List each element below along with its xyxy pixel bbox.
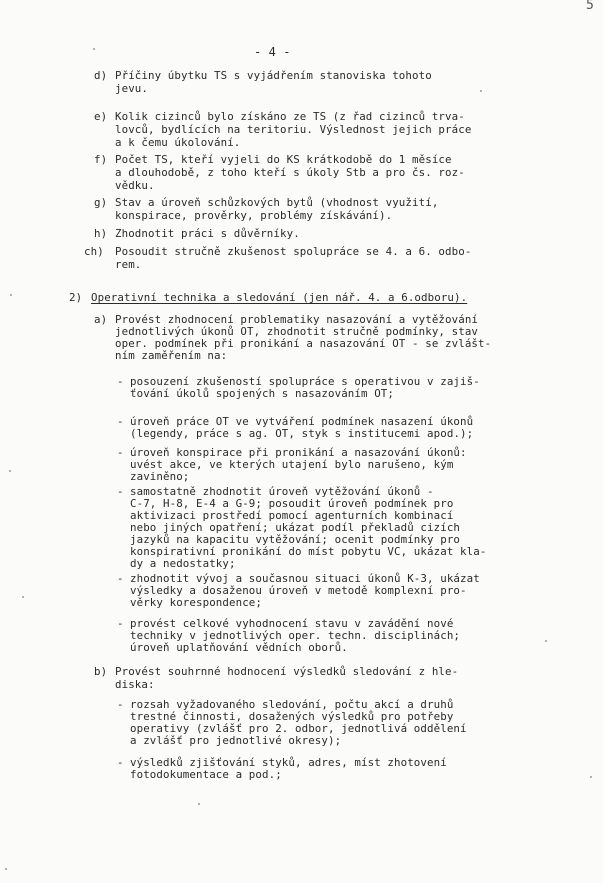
bullet-dash: - bbox=[117, 756, 124, 769]
bullet-dash: - bbox=[117, 375, 124, 388]
bullet-text-line: výsledky a dosaženou úroveň v metodě komplexní pro- bbox=[130, 584, 467, 597]
scan-speck bbox=[545, 640, 547, 642]
item-text-line: konspirace, prověrky, problémy získávání). bbox=[115, 209, 393, 222]
item-text-line: vědku. bbox=[115, 179, 155, 192]
bullet-text-line: operativy (zvlášť pro 2. odbor, jednotlivá oddělení bbox=[130, 722, 467, 735]
item-text-line: Počet TS, kteří vyjeli do KS krátkodobě do 1 měsíce bbox=[115, 153, 452, 166]
item-text-line: Provést souhrnné hodnocení výsledků sledování z hle- bbox=[115, 665, 459, 678]
bullet-text-line: výsledků zjišťování styků, adres, míst zhotovení bbox=[130, 756, 447, 769]
bullet-dash: - bbox=[117, 617, 124, 630]
bullet-text-line: jazyků na kapacitu vytěžování; ocenit podmínky pro bbox=[130, 533, 461, 546]
item-label: d) bbox=[94, 69, 108, 82]
bullet-text-line: úroveň uplatňování vědních oborů. bbox=[130, 641, 348, 654]
bullet-text-line: zhodnotit vývoj a současnou situaci úkonů K-3, ukázat bbox=[130, 572, 480, 585]
item-text-line: Stav a úroveň schůzkových bytů (vhodnost využití, bbox=[115, 196, 439, 209]
item-text-line: Kolik cizinců bylo získáno ze TS (z řad cizinců trva- bbox=[115, 110, 465, 123]
bullet-text-line: věrky korespondence; bbox=[130, 596, 263, 609]
item-label: f) bbox=[94, 153, 108, 166]
page-number: - 4 - bbox=[254, 45, 291, 59]
item-text-line: Provést zhodnocení problematiky nasazování a vytěžování bbox=[115, 313, 479, 326]
scan-speck bbox=[590, 776, 592, 778]
bullet-text-line: úroveň práce OT ve vytváření podmínek nasazení úkonů bbox=[130, 415, 474, 428]
bullet-text-line: dy a nedostatky; bbox=[130, 557, 236, 570]
item-text-line: Příčiny úbytku TS s vyjádřením stanoviska tohoto bbox=[115, 69, 432, 82]
item-text-line: oper. podmínek při pronikání a nasazování OT - se zvlášt- bbox=[115, 337, 492, 350]
item-label: h) bbox=[94, 227, 108, 240]
bullet-text-line: fotodokumentace a pod.; bbox=[130, 768, 282, 781]
bullet-text-line: aktivizaci prostředí pomocí agenturních kombinací bbox=[130, 509, 454, 522]
bullet-dash: - bbox=[117, 698, 124, 711]
corner-mark: 5 bbox=[586, 0, 594, 13]
scan-speck bbox=[480, 90, 482, 92]
item-text-line: Zhodnotit práci s důvěrníky. bbox=[115, 227, 300, 240]
section-heading: Operativní technika a sledování (jen nář. 4. a 6.odboru). bbox=[91, 291, 468, 304]
item-text-line: diska: bbox=[115, 678, 155, 691]
bullet-text-line: techniky v jednotlivých oper. techn. disciplinách; bbox=[130, 629, 461, 642]
scan-speck bbox=[5, 868, 7, 870]
bullet-text-line: zaviněno; bbox=[130, 470, 190, 483]
bullet-dash: - bbox=[117, 446, 124, 459]
scan-speck bbox=[9, 470, 11, 472]
bullet-text-line: samostatně zhodnotit úroveň vytěžování úkonů - bbox=[130, 485, 434, 498]
scan-speck bbox=[22, 596, 24, 598]
bullet-dash: - bbox=[117, 415, 124, 428]
item-text-line: jednotlivých úkonů OT, zhodnotit stručně podmínky, stav bbox=[115, 325, 479, 338]
section-number: 2) bbox=[69, 291, 83, 304]
item-text-line: rem. bbox=[115, 258, 142, 271]
item-text-line: Posoudit stručně zkušenost spolupráce se 4. a 6. odbo- bbox=[115, 245, 472, 258]
item-label: ch) bbox=[84, 245, 104, 258]
item-label: g) bbox=[94, 196, 108, 209]
bullet-text-line: ťování úkolů spojených s nasazováním OT; bbox=[130, 387, 395, 400]
scan-speck bbox=[93, 48, 95, 50]
bullet-text-line: provést celkové vyhodnocení stavu v zavádění nové bbox=[130, 617, 454, 630]
bullet-text-line: úroveň konspirace při pronikání a nasazování úkonů: bbox=[130, 446, 467, 459]
bullet-dash: - bbox=[117, 572, 124, 585]
bullet-dash: - bbox=[117, 485, 124, 498]
scan-speck bbox=[198, 803, 200, 805]
bullet-text-line: konspirativní pronikání do míst pobytu VC, ukázat kla- bbox=[130, 545, 487, 558]
bullet-text-line: C-7, H-8, E-4 a G-9; posoudit úroveň podmínek pro bbox=[130, 497, 454, 510]
bullet-text-line: nebo jiných opatření; ukázat podíl překladů cizích bbox=[130, 521, 461, 534]
item-label: a) bbox=[94, 313, 108, 326]
item-label: b) bbox=[94, 665, 108, 678]
item-text-line: jevu. bbox=[115, 82, 149, 95]
bullet-text-line: rozsah vyžadovaného sledování, počtu akcí a druhů bbox=[130, 698, 454, 711]
bullet-text-line: trestné činnosti, dosažených výsledků pro potřeby bbox=[130, 710, 454, 723]
item-text-line: a k čemu úkolování. bbox=[115, 136, 241, 149]
item-text-line: lovců, bydlících na teritoriu. Výslednost jejich práce bbox=[115, 123, 472, 136]
bullet-text-line: posouzení zkušeností spolupráce s operativou v zajiš- bbox=[130, 375, 480, 388]
bullet-text-line: (legendy, práce s ag. OT, styk s institucemi apod.); bbox=[130, 427, 474, 440]
bullet-text-line: uvést akce, ve kterých utajení bylo narušeno, kým bbox=[130, 458, 454, 471]
scan-speck bbox=[10, 294, 12, 296]
bullet-text-line: a zvlášť pro jednotlivé okresy); bbox=[130, 734, 342, 747]
item-text-line: ním zaměřením na: bbox=[115, 349, 228, 362]
item-text-line: a dlouhodobě, z toho kteří s úkoly Stb a pro čs. roz- bbox=[115, 166, 465, 179]
item-label: e) bbox=[94, 110, 108, 123]
